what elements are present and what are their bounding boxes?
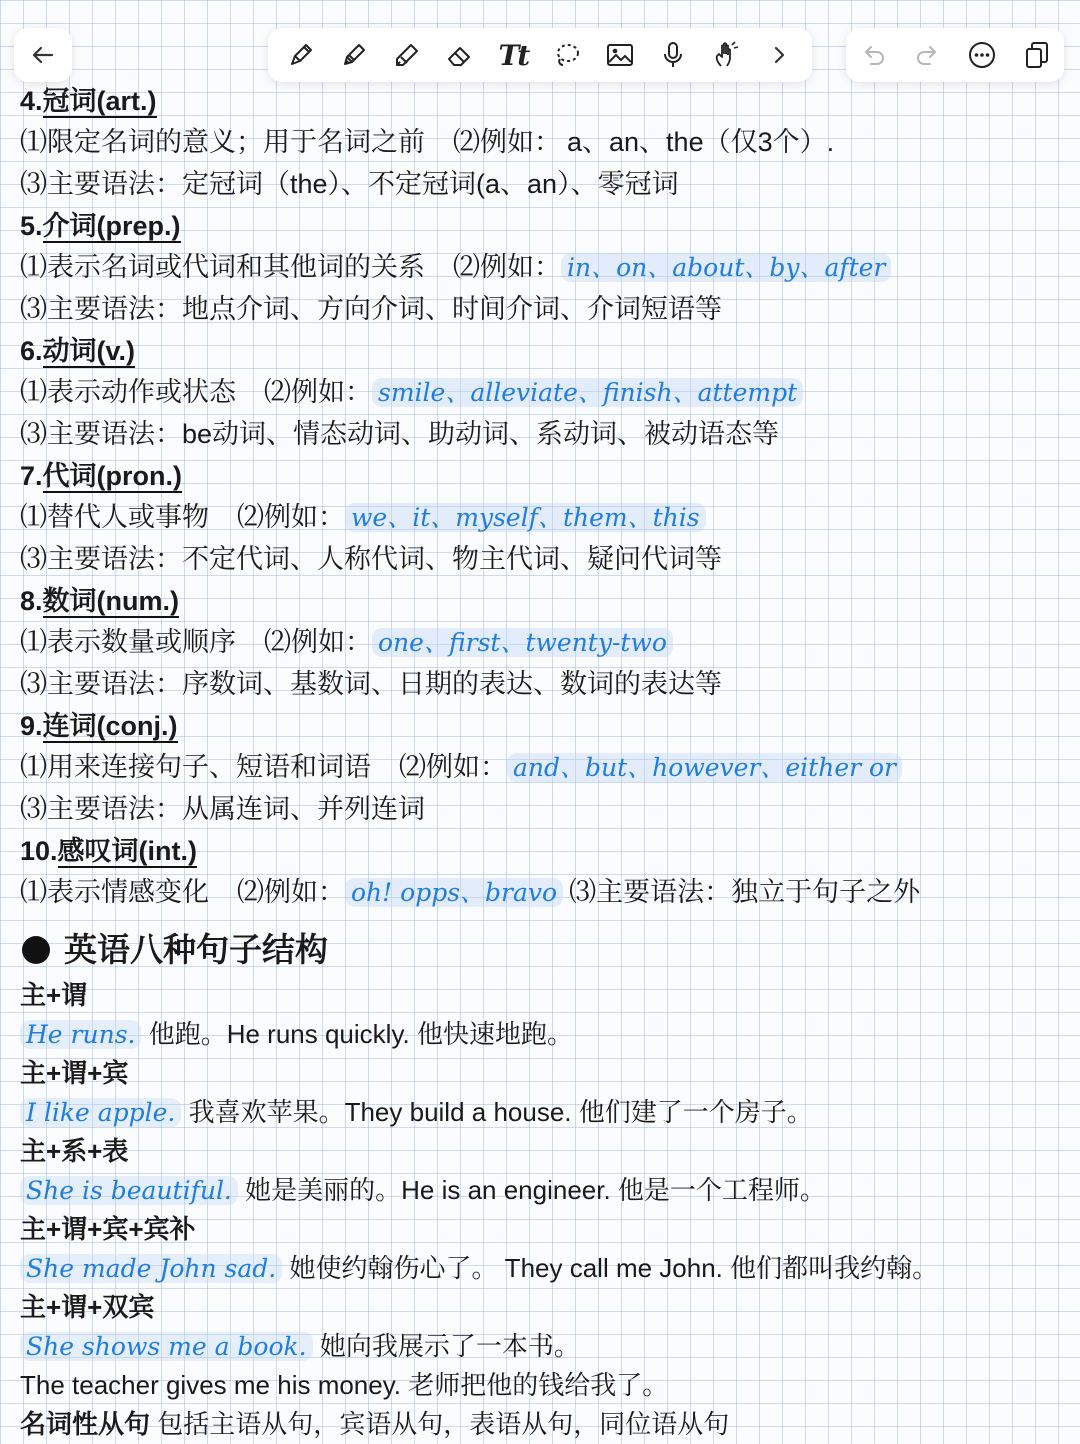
definition-line xyxy=(20,247,1070,289)
definition-text: ⑴用来连接句子、短语和词语 xyxy=(20,752,371,782)
structure-label: 主+谓 xyxy=(20,979,88,1010)
handwritten-examples: smile、alleviate、finish、attempt xyxy=(372,378,803,407)
structure-example xyxy=(20,1327,1070,1366)
definition-line xyxy=(20,372,1070,414)
tool-palette xyxy=(268,28,812,82)
example-translation: 她是美丽的。He is an engineer. 他是一个工程师。 xyxy=(237,1174,826,1205)
structure-label: 主+谓+宾+宾补 xyxy=(20,1213,196,1244)
pencil-icon[interactable] xyxy=(337,38,371,72)
definition-text: ⑴表示情感变化 xyxy=(20,877,209,907)
handwritten-examples: we、it、myself、them、this xyxy=(345,503,706,532)
hand-gesture-icon[interactable] xyxy=(709,38,743,72)
back-toolbar xyxy=(14,28,72,82)
structure-label: 主+谓+双宾 xyxy=(20,1291,155,1322)
pen-icon[interactable] xyxy=(284,38,318,72)
grammar-line: ⑶主要语法：从属连词、并列连词 xyxy=(20,793,425,824)
chevron-right-icon[interactable] xyxy=(762,38,796,72)
example-label: ⑵例如： xyxy=(399,752,507,782)
noun-clause-label: 名词性从句 xyxy=(20,1408,151,1439)
structure-example xyxy=(20,1093,1070,1132)
handwritten-examples: one、first、twenty-two xyxy=(372,628,673,657)
definition-text: ⑴表示数量或顺序 xyxy=(20,627,236,657)
part-of-speech-heading xyxy=(20,705,1070,747)
example-label: ⑵例如： xyxy=(237,502,345,532)
grammar-line: ⑶主要语法：不定代词、人称代词、物主代词、疑问代词等 xyxy=(20,543,722,574)
text-tool-glyph: Tt xyxy=(498,38,529,72)
example-label: ⑵例如： xyxy=(453,252,561,282)
grammar-line: ⑶主要语法：be动词、情态动词、助动词、系动词、被动语态等 xyxy=(20,418,780,449)
more-icon[interactable] xyxy=(965,38,999,72)
part-of-speech-heading xyxy=(20,330,1070,372)
heading-word: 感叹词(int.) xyxy=(57,836,198,866)
heading-word: 冠词(art.) xyxy=(42,86,157,116)
image-icon[interactable] xyxy=(603,38,637,72)
grammar-line: ⑶主要语法：地点介词、方向介词、时间介词、介词短语等 xyxy=(20,293,722,324)
part-of-speech-heading xyxy=(20,455,1070,497)
text-tool-icon[interactable] xyxy=(496,38,530,72)
example-translation: 他跑。He runs quickly. 他快速地跑。 xyxy=(141,1018,573,1049)
structure-label: 主+系+表 xyxy=(20,1135,129,1166)
part-of-speech-heading xyxy=(20,580,1070,622)
definition-text: ⑴限定名词的意义；用于名词之前 xyxy=(20,127,425,157)
heading-number: 7. xyxy=(20,461,43,491)
lasso-icon[interactable] xyxy=(550,38,584,72)
noun-clause-line xyxy=(20,1405,1070,1444)
example-label: ⑵例如： xyxy=(264,377,372,407)
definition-text: ⑴表示名词或代词和其他词的关系 xyxy=(20,252,425,282)
handwritten-examples: oh! opps、bravo xyxy=(345,878,563,907)
handwritten-sentence: He runs. xyxy=(20,1020,141,1049)
grammar-line: ⑶主要语法：序数词、基数词、日期的表达、数词的表达等 xyxy=(20,668,722,699)
heading-word: 连词(conj.) xyxy=(42,711,178,741)
example-tail: a、an、the（仅3个）. xyxy=(567,127,835,157)
sentence-structure-title xyxy=(20,924,1070,976)
definition-line xyxy=(20,497,1070,539)
sentence-structure-list xyxy=(20,976,1070,1366)
handwritten-examples: in、on、about、by、after xyxy=(561,253,891,282)
handwritten-sentence: She is beautiful. xyxy=(20,1176,238,1205)
structure-example xyxy=(20,1015,1070,1054)
example-tail: ⑶主要语法：独立于句子之外 xyxy=(569,877,921,907)
example-translation: 我喜欢苹果。They build a house. 他们建了一个房子。 xyxy=(181,1096,813,1127)
grammar-line: ⑶主要语法：定冠词（the）、不定冠词(a、an）、零冠词 xyxy=(20,168,679,199)
highlighter-icon[interactable] xyxy=(390,38,424,72)
handwritten-sentence: I like apple. xyxy=(20,1098,181,1127)
heading-word: 数词(num.) xyxy=(42,586,180,616)
part-of-speech-heading xyxy=(20,80,1070,122)
parts-of-speech-list xyxy=(20,80,1070,914)
example-translation: 她向我展示了一本书。 xyxy=(312,1330,580,1361)
heading-number: 8. xyxy=(20,586,43,616)
section-title-text: 英语八种句子结构 xyxy=(64,930,328,968)
undo-icon[interactable] xyxy=(856,38,890,72)
heading-word: 介词(prep.) xyxy=(42,211,181,241)
heading-word: 代词(pron.) xyxy=(42,461,183,491)
back-arrow-icon[interactable] xyxy=(26,38,60,72)
heading-number: 6. xyxy=(20,336,43,366)
part-of-speech-heading xyxy=(20,830,1070,872)
heading-number: 4. xyxy=(20,86,43,116)
microphone-icon[interactable] xyxy=(656,38,690,72)
redo-icon[interactable] xyxy=(911,38,945,72)
pages-icon[interactable] xyxy=(1020,38,1054,72)
part-of-speech-heading xyxy=(20,205,1070,247)
definition-text: ⑴替代人或事物 xyxy=(20,502,209,532)
handwritten-examples: and、but、however、either or xyxy=(507,753,902,782)
example-line: The teacher gives me his money. 老师把他的钱给我了。 xyxy=(20,1369,669,1400)
handwritten-sentence: She shows me a book. xyxy=(20,1332,313,1361)
definition-line xyxy=(20,622,1070,664)
heading-number: 9. xyxy=(20,711,43,741)
example-label: ⑵例如： xyxy=(453,127,561,157)
example-label: ⑵例如： xyxy=(264,627,372,657)
structure-example xyxy=(20,1249,1070,1288)
definition-line xyxy=(20,872,1070,914)
noun-clause-text: 包括主语从句，宾语从句，表语从句，同位语从句 xyxy=(150,1408,730,1439)
structure-example xyxy=(20,1171,1070,1210)
structure-label: 主+谓+宾 xyxy=(20,1057,129,1088)
eraser-icon[interactable] xyxy=(443,38,477,72)
heading-number: 5. xyxy=(20,211,43,241)
handwritten-sentence: She made John sad. xyxy=(20,1254,282,1283)
example-label: ⑵例如： xyxy=(237,877,345,907)
document-actions xyxy=(846,28,1064,82)
heading-word: 动词(v.) xyxy=(42,336,136,366)
notes-page[interactable] xyxy=(20,80,1070,1444)
definition-line xyxy=(20,747,1070,789)
definition-text: ⑴表示动作或状态 xyxy=(20,377,236,407)
heading-number: 10. xyxy=(20,836,58,866)
bullet-icon xyxy=(22,936,50,964)
example-translation: 她使约翰伤心了。 They call me John. 他们都叫我约翰。 xyxy=(282,1252,939,1283)
definition-line xyxy=(20,122,1070,164)
